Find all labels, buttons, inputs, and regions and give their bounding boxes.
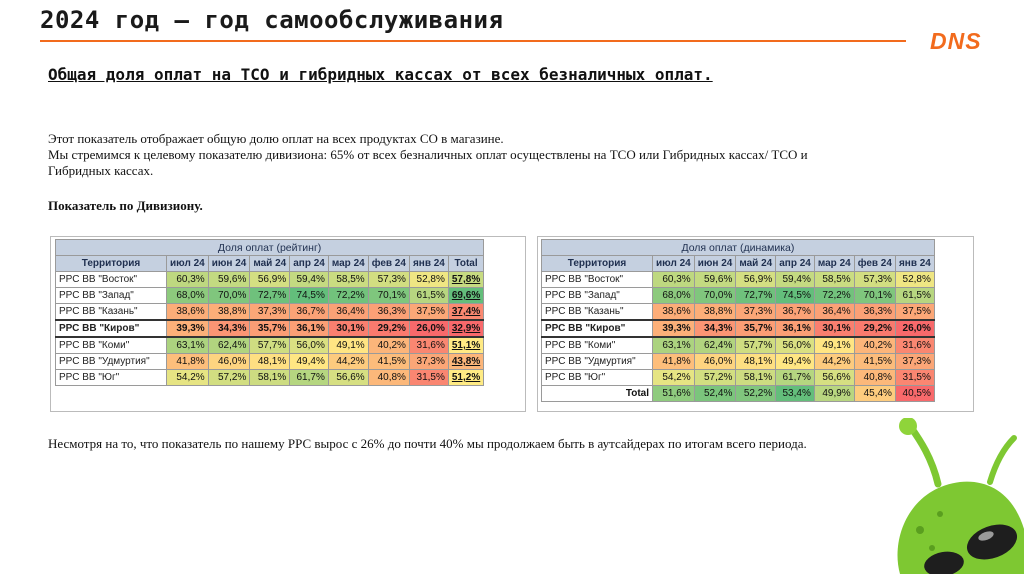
column-header: апр 24 xyxy=(290,256,329,272)
value-cell: 61,7% xyxy=(776,370,815,386)
value-cell: 72,2% xyxy=(814,288,854,304)
column-header: фев 24 xyxy=(368,256,409,272)
territory-cell: РРС ВВ "Восток" xyxy=(542,272,653,288)
total-value-cell: 51,6% xyxy=(653,386,695,402)
value-cell: 56,6% xyxy=(328,370,368,386)
value-cell: 57,7% xyxy=(250,337,290,354)
page-title: 2024 год – год самообслуживания xyxy=(40,6,504,34)
value-cell: 41,5% xyxy=(854,354,895,370)
value-cell: 56,6% xyxy=(814,370,854,386)
value-cell: 49,1% xyxy=(814,337,854,354)
column-header: июл 24 xyxy=(167,256,209,272)
column-header: фев 24 xyxy=(854,256,895,272)
value-cell: 46,0% xyxy=(694,354,736,370)
value-cell: 49,1% xyxy=(328,337,368,354)
total-cell: 32,9% xyxy=(448,320,483,337)
value-cell: 58,5% xyxy=(814,272,854,288)
column-header: Территория xyxy=(542,256,653,272)
value-cell: 49,4% xyxy=(290,354,329,370)
territory-cell: РРС ВВ "Киров" xyxy=(542,320,653,337)
column-header: май 24 xyxy=(250,256,290,272)
total-cell: 51,1% xyxy=(448,337,483,354)
value-cell: 39,3% xyxy=(653,320,695,337)
table-row xyxy=(542,288,935,304)
table-row xyxy=(56,288,484,304)
table-row xyxy=(542,304,935,321)
value-cell: 30,1% xyxy=(814,320,854,337)
total-value-cell: 40,5% xyxy=(895,386,934,402)
alien-mascot-image xyxy=(880,418,1024,574)
table-row xyxy=(542,370,935,386)
title-underline xyxy=(40,40,906,42)
table-row xyxy=(542,320,935,337)
column-header: янв 24 xyxy=(895,256,934,272)
value-cell: 36,7% xyxy=(290,304,329,321)
value-cell: 38,6% xyxy=(167,304,209,321)
value-cell: 54,2% xyxy=(653,370,695,386)
table-row xyxy=(56,272,484,288)
table-row xyxy=(542,272,935,288)
value-cell: 63,1% xyxy=(167,337,209,354)
value-cell: 52,8% xyxy=(895,272,934,288)
value-cell: 36,4% xyxy=(328,304,368,321)
value-cell: 34,3% xyxy=(208,320,250,337)
description-line: Этот показатель отображает общую долю оплат на всех продуктах СО в магазине. xyxy=(48,131,504,146)
column-header: апр 24 xyxy=(776,256,815,272)
value-cell: 34,3% xyxy=(694,320,736,337)
territory-cell: РРС ВВ "Коми" xyxy=(542,337,653,354)
rating-table-header xyxy=(56,256,484,272)
total-label: Total xyxy=(542,386,653,402)
total-row xyxy=(542,386,935,402)
table-row xyxy=(56,337,484,354)
value-cell: 56,9% xyxy=(736,272,776,288)
column-header: июн 24 xyxy=(208,256,250,272)
table-row xyxy=(56,304,484,321)
description-paragraph xyxy=(48,131,948,179)
value-cell: 39,3% xyxy=(167,320,209,337)
value-cell: 46,0% xyxy=(208,354,250,370)
value-cell: 57,2% xyxy=(208,370,250,386)
value-cell: 59,4% xyxy=(776,272,815,288)
value-cell: 57,7% xyxy=(736,337,776,354)
alien-antenna xyxy=(990,438,1014,482)
value-cell: 36,3% xyxy=(854,304,895,321)
column-header: июл 24 xyxy=(653,256,695,272)
value-cell: 26,0% xyxy=(895,320,934,337)
value-cell: 41,8% xyxy=(167,354,209,370)
territory-cell: РРС ВВ "Казань" xyxy=(542,304,653,321)
value-cell: 44,2% xyxy=(814,354,854,370)
territory-cell: РРС ВВ "Юг" xyxy=(542,370,653,386)
value-cell: 57,2% xyxy=(694,370,736,386)
value-cell: 58,5% xyxy=(328,272,368,288)
total-value-cell: 45,4% xyxy=(854,386,895,402)
territory-cell: РРС ВВ "Восток" xyxy=(56,272,167,288)
value-cell: 48,1% xyxy=(250,354,290,370)
value-cell: 37,5% xyxy=(409,304,448,321)
column-header: мар 24 xyxy=(814,256,854,272)
column-header: мар 24 xyxy=(328,256,368,272)
rating-table-panel xyxy=(50,236,526,412)
value-cell: 35,7% xyxy=(736,320,776,337)
slide-subtitle: Общая доля оплат на ТСО и гибридных кассах от всех безналичных оплат. xyxy=(48,65,713,84)
dynamic-table xyxy=(541,239,935,402)
column-header: Территория xyxy=(56,256,167,272)
rating-table xyxy=(55,239,484,386)
value-cell: 62,4% xyxy=(694,337,736,354)
dynamic-table-header xyxy=(542,256,935,272)
value-cell: 36,4% xyxy=(814,304,854,321)
value-cell: 74,5% xyxy=(290,288,329,304)
value-cell: 56,0% xyxy=(776,337,815,354)
value-cell: 61,5% xyxy=(895,288,934,304)
territory-cell: РРС ВВ "Удмуртия" xyxy=(56,354,167,370)
value-cell: 36,1% xyxy=(776,320,815,337)
value-cell: 52,8% xyxy=(409,272,448,288)
column-header: июн 24 xyxy=(694,256,736,272)
territory-cell: РРС ВВ "Запад" xyxy=(56,288,167,304)
value-cell: 68,0% xyxy=(653,288,695,304)
value-cell: 37,3% xyxy=(736,304,776,321)
table-row xyxy=(542,337,935,354)
table-row xyxy=(56,320,484,337)
value-cell: 56,0% xyxy=(290,337,329,354)
total-cell: 43,8% xyxy=(448,354,483,370)
territory-cell: РРС ВВ "Удмуртия" xyxy=(542,354,653,370)
total-value-cell: 53,4% xyxy=(776,386,815,402)
total-cell: 69,6% xyxy=(448,288,483,304)
value-cell: 61,7% xyxy=(290,370,329,386)
value-cell: 40,8% xyxy=(854,370,895,386)
value-cell: 29,2% xyxy=(368,320,409,337)
table-row xyxy=(56,370,484,386)
value-cell: 40,2% xyxy=(368,337,409,354)
value-cell: 59,6% xyxy=(208,272,250,288)
value-cell: 41,5% xyxy=(368,354,409,370)
value-cell: 59,4% xyxy=(290,272,329,288)
value-cell: 59,6% xyxy=(694,272,736,288)
value-cell: 56,9% xyxy=(250,272,290,288)
value-cell: 44,2% xyxy=(328,354,368,370)
conclusion-text: Несмотря на то, что показатель по нашему РРС вырос с 26% до почти 40% мы продолжаем быть в аутсайдерах по итогам всего периода. xyxy=(48,436,807,451)
value-cell: 37,3% xyxy=(895,354,934,370)
value-cell: 38,8% xyxy=(694,304,736,321)
value-cell: 36,7% xyxy=(776,304,815,321)
territory-cell: РРС ВВ "Казань" xyxy=(56,304,167,321)
value-cell: 38,6% xyxy=(653,304,695,321)
value-cell: 37,3% xyxy=(250,304,290,321)
total-cell: 57,8% xyxy=(448,272,483,288)
column-header: май 24 xyxy=(736,256,776,272)
value-cell: 61,5% xyxy=(409,288,448,304)
value-cell: 70,0% xyxy=(208,288,250,304)
value-cell: 37,5% xyxy=(895,304,934,321)
total-value-cell: 52,2% xyxy=(736,386,776,402)
table-row xyxy=(542,354,935,370)
dynamic-table-caption: Доля оплат (динамика) xyxy=(542,240,935,256)
value-cell: 36,1% xyxy=(290,320,329,337)
total-value-cell: 49,9% xyxy=(814,386,854,402)
value-cell: 26,0% xyxy=(409,320,448,337)
total-cell: 51,2% xyxy=(448,370,483,386)
territory-cell: РРС ВВ "Киров" xyxy=(56,320,167,337)
territory-cell: РРС ВВ "Коми" xyxy=(56,337,167,354)
value-cell: 31,6% xyxy=(409,337,448,354)
value-cell: 38,8% xyxy=(208,304,250,321)
value-cell: 31,5% xyxy=(895,370,934,386)
value-cell: 31,6% xyxy=(895,337,934,354)
value-cell: 70,1% xyxy=(854,288,895,304)
column-header: Total xyxy=(448,256,483,272)
value-cell: 40,8% xyxy=(368,370,409,386)
rating-table-caption: Доля оплат (рейтинг) xyxy=(56,240,484,256)
value-cell: 40,2% xyxy=(854,337,895,354)
value-cell: 31,5% xyxy=(409,370,448,386)
value-cell: 35,7% xyxy=(250,320,290,337)
value-cell: 57,3% xyxy=(854,272,895,288)
value-cell: 29,2% xyxy=(854,320,895,337)
value-cell: 72,7% xyxy=(736,288,776,304)
value-cell: 60,3% xyxy=(167,272,209,288)
value-cell: 41,8% xyxy=(653,354,695,370)
value-cell: 57,3% xyxy=(368,272,409,288)
section-heading: Показатель по Дивизиону. xyxy=(48,198,203,213)
value-cell: 54,2% xyxy=(167,370,209,386)
dynamic-table-panel xyxy=(537,236,974,412)
total-cell: 37,4% xyxy=(448,304,483,321)
value-cell: 62,4% xyxy=(208,337,250,354)
value-cell: 74,5% xyxy=(776,288,815,304)
total-value-cell: 52,4% xyxy=(694,386,736,402)
value-cell: 58,1% xyxy=(250,370,290,386)
value-cell: 72,2% xyxy=(328,288,368,304)
value-cell: 63,1% xyxy=(653,337,695,354)
value-cell: 48,1% xyxy=(736,354,776,370)
value-cell: 58,1% xyxy=(736,370,776,386)
value-cell: 70,0% xyxy=(694,288,736,304)
territory-cell: РРС ВВ "Запад" xyxy=(542,288,653,304)
value-cell: 72,7% xyxy=(250,288,290,304)
value-cell: 36,3% xyxy=(368,304,409,321)
description-line: Гибридных кассах. xyxy=(48,163,154,178)
description-line: Мы стремимся к целевому показателю дивизиона: 65% от всех безналичных оплат осуществлены на ТСО или Гибридных кассах/ ТСО и xyxy=(48,147,808,162)
value-cell: 60,3% xyxy=(653,272,695,288)
value-cell: 68,0% xyxy=(167,288,209,304)
column-header: янв 24 xyxy=(409,256,448,272)
dns-logo: DNS xyxy=(930,28,982,54)
value-cell: 70,1% xyxy=(368,288,409,304)
alien-antenna xyxy=(910,426,938,484)
value-cell: 37,3% xyxy=(409,354,448,370)
territory-cell: РРС ВВ "Юг" xyxy=(56,370,167,386)
table-row xyxy=(56,354,484,370)
value-cell: 49,4% xyxy=(776,354,815,370)
value-cell: 30,1% xyxy=(328,320,368,337)
